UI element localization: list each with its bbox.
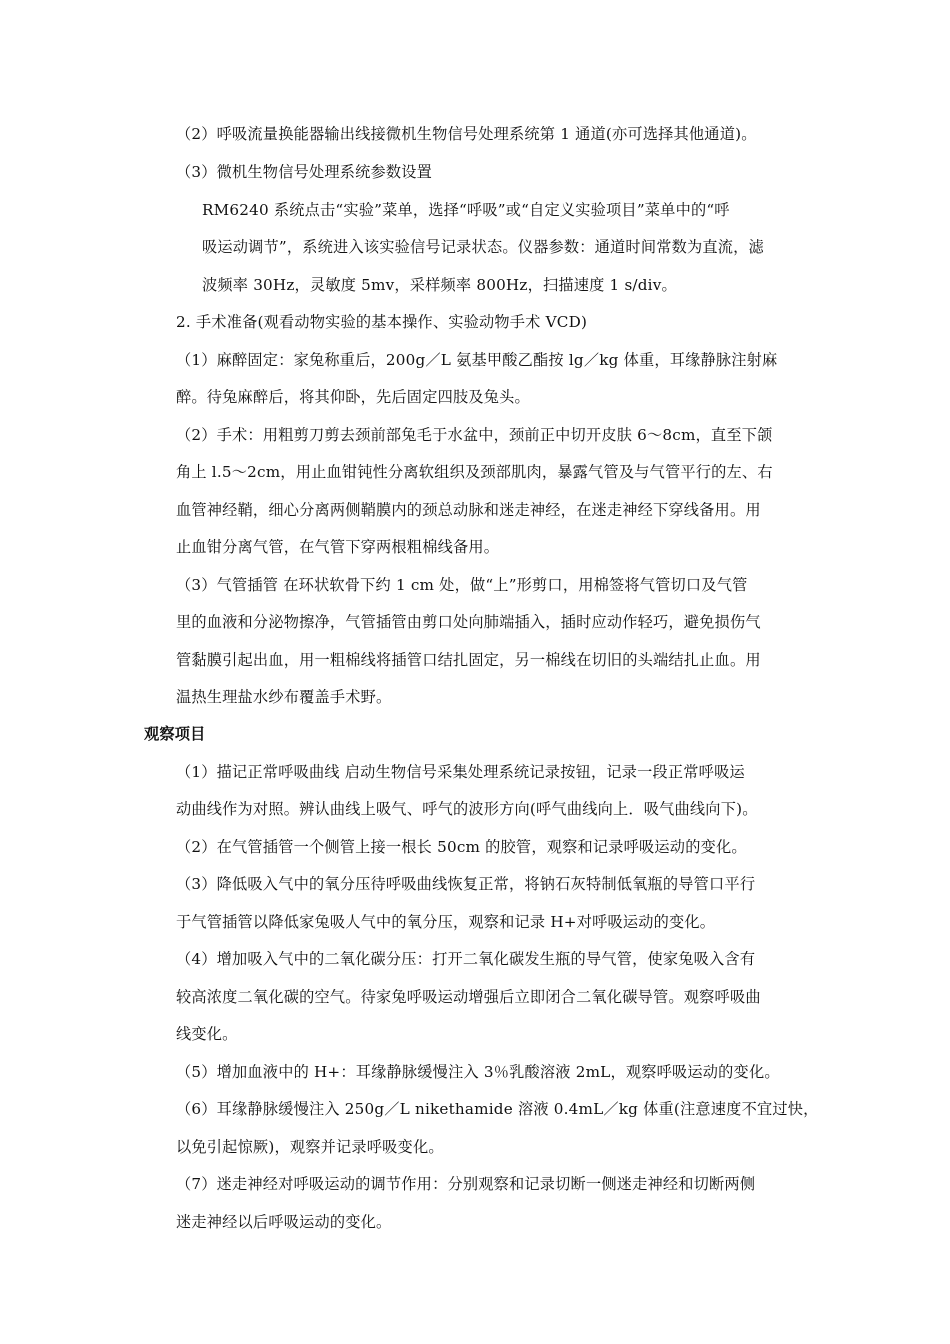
text-line: 吸运动调节”，系统进入该实验信号记录状态。仪器参数：通道时间常数为直流，滤 — [202, 238, 764, 256]
text-line: 血管神经鞘，细心分离两侧鞘膜内的颈总动脉和迷走神经，在迷走神经下穿线备用。用 — [176, 501, 761, 519]
text-line: 波频率 30Hz，灵敏度 5mv，采样频率 800Hz，扫描速度 1 s/div。 — [202, 276, 677, 294]
text-line: 止血钳分离气管，在气管下穿两根粗棉线备用。 — [176, 538, 500, 556]
text-line: 动曲线作为对照。辨认曲线上吸气、呼气的波形方向(呼气曲线向上．吸气曲线向下)。 — [176, 800, 758, 818]
text-line: 醉。待兔麻醉后，将其仰卧，先后固定四肢及兔头。 — [176, 388, 530, 406]
text-line: （3）气管插管 在环状软骨下约 1 cm 处，做“上”形剪口，用棉签将气管切口及气管 — [176, 576, 748, 594]
text-line: （1）描记正常呼吸曲线 启动生物信号采集处理系统记录按钮，记录一段正常呼吸运 — [176, 763, 745, 781]
text-line: 以免引起惊厥)，观察并记录呼吸变化。 — [176, 1138, 444, 1156]
text-line: 迷走神经以后呼吸运动的变化。 — [176, 1213, 392, 1231]
text-line: （3）微机生物信号处理系统参数设置 — [176, 163, 433, 181]
text-line: 管黏膜引起出血，用一粗棉线将插管口结扎固定，另一棉线在切旧的头端结扎止血。用 — [176, 651, 761, 669]
text-line: （4）增加吸入气中的二氧化碳分压：打开二氧化碳发生瓶的导气管，使家兔吸入含有 — [176, 950, 756, 968]
text-line: （2）手术：用粗剪刀剪去颈前部兔毛于水盆中，颈前正中切开皮肤 6～8cm，直至下颌 — [176, 426, 773, 444]
text-line: 温热生理盐水纱布覆盖手术野。 — [176, 688, 392, 706]
text-line: 线变化。 — [176, 1025, 238, 1043]
text-line: （6）耳缘静脉缓慢注入 250g／L nikethamide 溶液 0.4mL／kg 体重(注意速度不宜过快， — [176, 1100, 819, 1118]
text-line: RM6240 系统点击“实验”菜单，选择“呼吸”或“自定义实验项目”菜单中的“呼 — [202, 201, 730, 219]
text-line: 角上 l.5～2cm，用止血钳钝性分离软组织及颈部肌肉，暴露气管及与气管平行的左、右 — [176, 463, 773, 481]
text-line: 于气管插管以降低家兔吸人气中的氧分压，观察和记录 H+对呼吸运动的变化。 — [176, 913, 716, 931]
text-line: 里的血液和分泌物擦净，气管插管由剪口处向肺端插入，插时应动作轻巧，避免损伤气 — [176, 613, 761, 631]
text-line: （1）麻醉固定：家兔称重后，200g／L 氨基甲酸乙酯按 lg／kg 体重，耳缘静脉注射麻 — [176, 351, 778, 369]
text-line: （7）迷走神经对呼吸运动的调节作用：分别观察和记录切断一侧迷走神经和切断两侧 — [176, 1175, 756, 1193]
text-line: （2）呼吸流量换能器输出线接微机生物信号处理系统第 1 通道(亦可选择其他通道)。 — [176, 125, 757, 143]
text-line: （3）降低吸入气中的氧分压待呼吸曲线恢复正常，将钠石灰特制低氧瓶的导管口平行 — [176, 875, 756, 893]
text-line: （2）在气管插管一个侧管上接一根长 50cm 的胶管，观察和记录呼吸运动的变化。 — [176, 838, 747, 856]
text-line: （5）增加血液中的 H+：耳缘静脉缓慢注入 3％乳酸溶液 2mL，观察呼吸运动的变化。 — [176, 1063, 780, 1081]
text-line: 较高浓度二氧化碳的空气。待家兔呼吸运动增强后立即闭合二氧化碳导管。观察呼吸曲 — [176, 988, 761, 1006]
section-heading: 2. 手术准备(观看动物实验的基本操作、实验动物手术 VCD) — [176, 313, 588, 331]
section-title: 观察项目 — [144, 725, 206, 743]
